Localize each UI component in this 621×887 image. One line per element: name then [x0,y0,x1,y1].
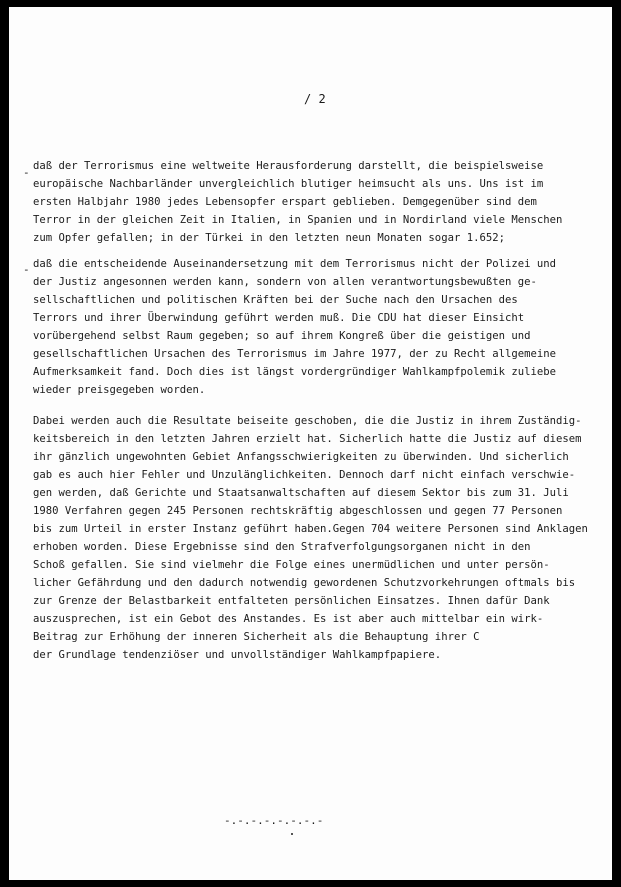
text-line: Terror in der gleichen Zeit in Italien, in Spanien und in Nordirland viele Menschen [33,214,563,226]
text-line: europäische Nachbarländer unvergleichlich blutiger heimsucht als uns. Uns ist im [33,178,544,190]
text-line: wieder preisgegeben worden. [33,384,206,396]
text-line: auszusprechen, ist ein Gebot des Anstandes. Es ist aber auch mittelbar ein wirk- [33,613,544,625]
text-line: bis zum Urteil in erster Instanz geführt haben.Gegen 704 weitere Personen sind Anklagen [33,523,588,535]
bullet-dash: - [23,166,30,179]
text-line: zum Opfer gefallen; in der Türkei in den letzten neun Monaten sogar 1.652; [33,232,505,244]
document-page [9,7,612,880]
bullet-dash: - [23,263,30,276]
text-line: gesellschaftlichen Ursachen des Terrorismus im Jahre 1977, der zu Recht allgemeine [33,348,556,360]
page-number: / 2 [304,92,326,106]
text-line: daß die entscheidende Auseinandersetzung mit dem Terrorismus nicht der Polizei und [33,258,556,270]
text-line: licher Gefährdung und den dadurch notwendig gewordenen Schutzvorkehrungen oftmals bis [33,577,576,589]
text-line: der Justiz angesonnen werden kann, sondern von allen verantwortungsbewußten ge- [33,276,537,288]
text-line: Schoß gefallen. Sie sind vielmehr die Folge eines unermüdlichen und unter persön- [33,559,550,571]
text-line: keitsbereich in den letzten Jahren erzielt hat. Sicherlich hatte die Justiz auf diesem [33,433,582,445]
text-line: ihr gänzlich ungewohnten Gebiet Anfangsschwierigkeiten zu überwinden. Und sicherlich [33,451,569,463]
text-line: der Grundlage tendenziöser und unvollständiger Wahlkampfpapiere. [33,649,442,661]
text-line: gen werden, daß Gerichte und Staatsanwaltschaften auf diesem Sektor bis zum 31. Juli [33,487,569,499]
end-marker: -.-.-.-.-.-.-.- [224,814,324,827]
text-line: gab es auch hier Fehler und Unzulänglichkeiten. Dennoch darf nicht einfach verschwie- [33,469,576,481]
text-line: zur Grenze der Belastbarkeit entfalteten persönlichen Einsatzes. Ihnen dafür Dank [33,595,550,607]
text-line: vorübergehend selbst Raum gegeben; so auf ihrem Kongreß über die geistigen und [33,330,531,342]
text-line: Aufmerksamkeit fand. Doch dies ist längst vordergründiger Wahlkampfpolemik zuliebe [33,366,556,378]
text-line: ersten Halbjahr 1980 jedes Lebensopfer erspart geblieben. Demgegenüber sind dem [33,196,537,208]
text-line: sellschaftlichen und politischen Kräften bei der Suche nach den Ursachen des [33,294,518,306]
scan-speck [291,833,293,835]
text-line: Terrors und ihrer Überwindung geführt werden muß. Die CDU hat dieser Einsicht [33,312,525,324]
text-line: Beitrag zur Erhöhung der inneren Sicherheit als die Behauptung ihrer C [33,631,480,643]
text-line: daß der Terrorismus eine weltweite Herausforderung darstellt, die beispielsweise [33,160,544,172]
text-line: Dabei werden auch die Resultate beiseite geschoben, die die Justiz in ihrem Zuständig- [33,415,582,427]
text-line: erhoben worden. Diese Ergebnisse sind den Strafverfolgungsorganen nicht in den [33,541,531,553]
text-line: 1980 Verfahren gegen 245 Personen rechtskräftig abgeschlossen und gegen 77 Personen [33,505,563,517]
